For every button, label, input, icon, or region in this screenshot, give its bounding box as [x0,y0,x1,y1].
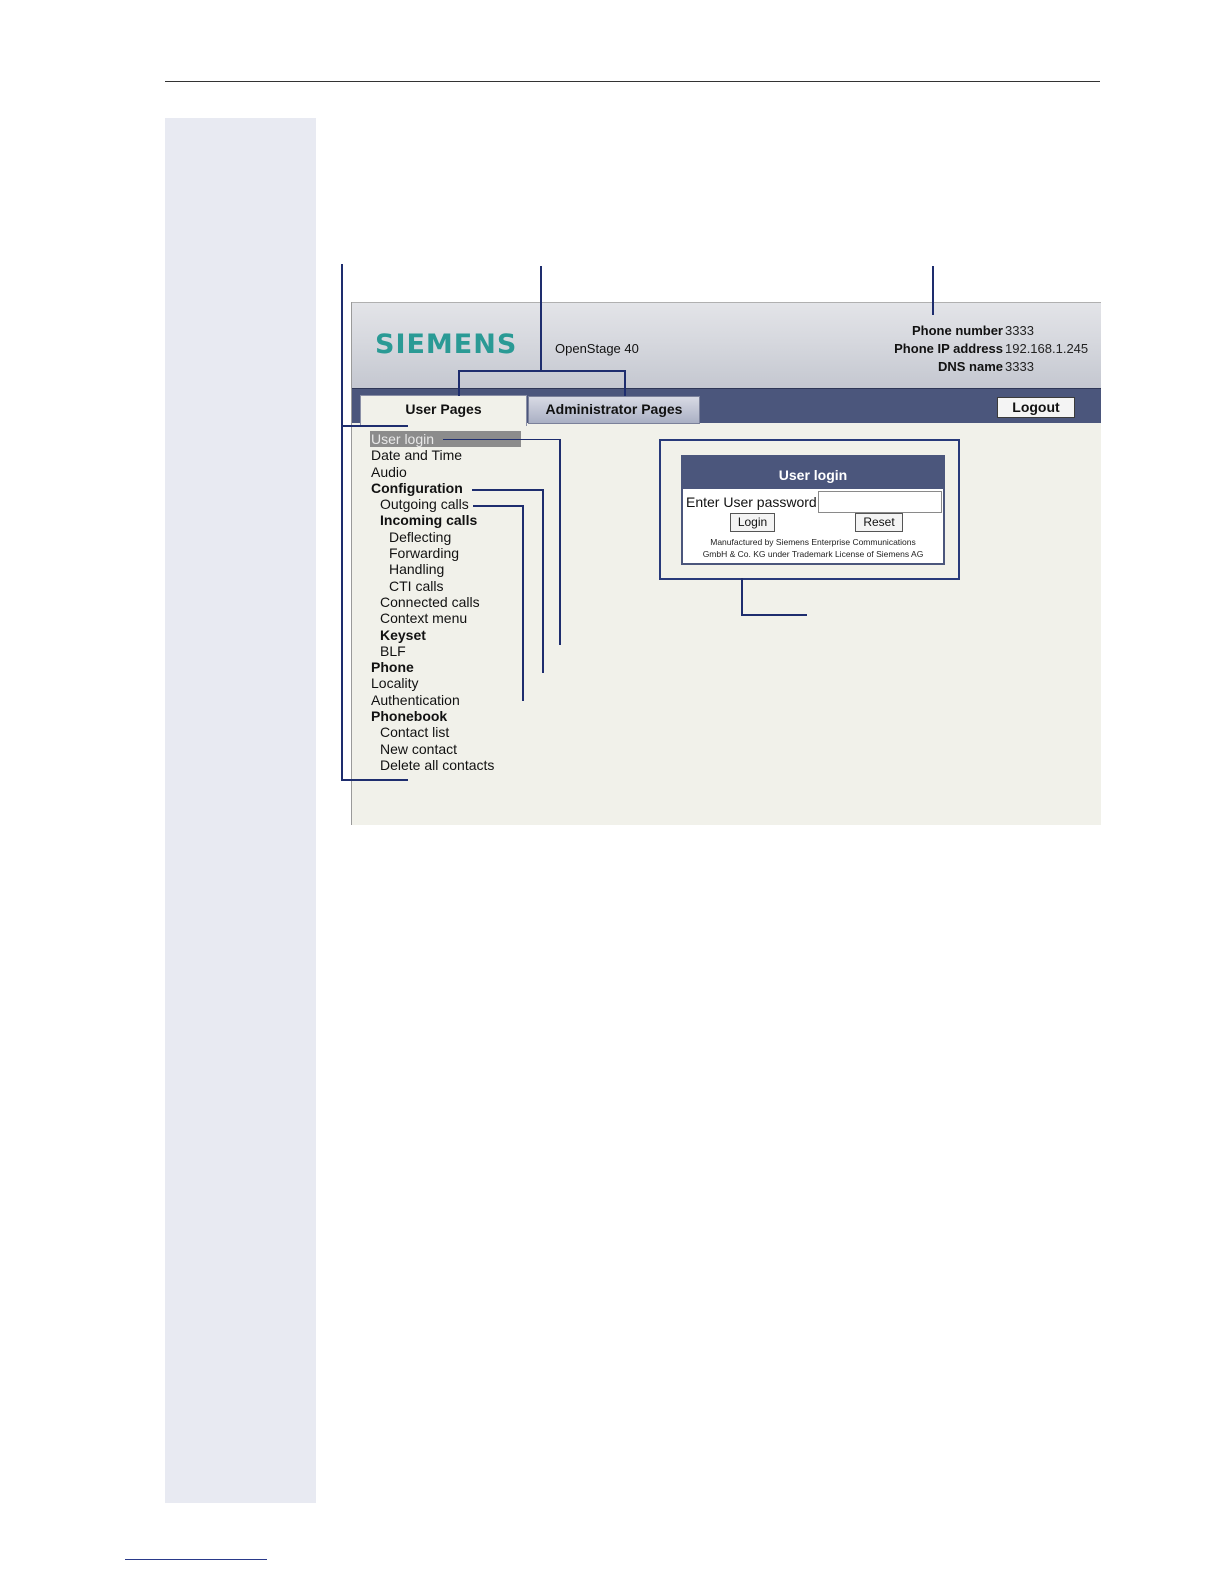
callout-line-outgoing-v [522,505,524,701]
dns-name-value: 3333 [1005,359,1034,374]
menu-item-blf[interactable]: BLF [380,642,406,659]
menu-item-phone[interactable]: Phone [371,659,414,676]
callout-line-dialog-v [741,578,743,616]
phone-model: OpenStage 40 [555,341,639,356]
tab-administrator-pages[interactable]: Administrator Pages [528,396,700,424]
callout-line-menu-bottom [341,779,408,781]
tab-user-pages[interactable]: User Pages [360,395,527,426]
callout-line-menu-top [341,425,408,427]
ip-address-row [894,340,1087,358]
callout-line-dialog-h [741,614,807,616]
user-login-dialog [681,455,945,565]
callout-line-menu-vertical [341,264,343,781]
phone-number-row [894,322,1087,340]
login-button[interactable]: Login [730,513,775,532]
menu-item-contact-list[interactable]: Contact list [380,724,450,741]
menu-item-outgoing-calls[interactable]: Outgoing calls [380,496,469,513]
callout-line-tabs-stem [540,266,542,372]
phone-info [894,322,1087,376]
menu-item-cti-calls[interactable]: CTI calls [389,577,444,594]
dns-name-label: DNS name [937,359,1003,374]
menu-item-keyset[interactable]: Keyset [380,626,426,643]
logout-button[interactable]: Logout [997,397,1075,418]
phone-number-value: 3333 [1005,323,1034,338]
header-bar [352,302,1101,389]
callout-line-config-v [542,489,544,673]
manufacturer-line-1: Manufactured by Siemens Enterprise Communications [710,537,916,547]
password-label: Enter User password [686,494,817,510]
manufacturer-notice [683,536,943,560]
menu-item-user-login[interactable]: User login [370,431,521,447]
manufacturer-line-2: GmbH & Co. KG under Trademark License of Siemens AG [702,549,924,559]
callout-line-phone-info [932,266,934,315]
menu-item-connected-calls[interactable]: Connected calls [380,593,480,610]
menu-item-handling[interactable]: Handling [389,561,445,578]
menu-item-context-menu[interactable]: Context menu [380,610,468,627]
password-input[interactable] [818,491,942,513]
menu-item-configuration[interactable]: Configuration [371,479,463,496]
menu-item-new-contact[interactable]: New contact [380,740,458,757]
login-callout-frame [659,439,960,580]
phone-number-label: Phone number [911,323,1003,338]
reset-button[interactable]: Reset [855,513,903,532]
callout-line-login-v [559,439,561,645]
callout-line-tabs-left [458,370,460,396]
login-title: User login [683,457,943,489]
top-rule [165,81,1100,82]
ip-address-value: 192.168.1.245 [1005,341,1089,356]
menu-item-deflecting[interactable]: Deflecting [389,528,452,545]
web-interface-screenshot [351,302,1101,825]
footer-link-rule [125,1559,267,1560]
callout-line-login-h [443,439,561,440]
callout-line-outgoing-h [473,505,524,507]
left-margin-band [165,118,316,1503]
menu-item-incoming-calls[interactable]: Incoming calls [380,512,478,529]
menu-item-locality[interactable]: Locality [371,675,419,692]
callout-line-tabs-right [624,370,626,396]
menu-item-delete-all-contacts[interactable]: Delete all contacts [380,756,495,773]
siemens-logo: SIEMENS [375,329,518,360]
menu-item-audio[interactable]: Audio [371,463,407,480]
menu-item-authentication[interactable]: Authentication [371,691,460,708]
menu-item-phonebook[interactable]: Phonebook [371,708,448,725]
callout-line-tabs-bar [458,370,626,372]
callout-line-config-h [472,489,544,491]
user-menu [371,431,521,773]
ip-address-label: Phone IP address [894,341,1003,356]
menu-item-forwarding[interactable]: Forwarding [389,545,460,562]
menu-item-date-and-time[interactable]: Date and Time [371,447,463,464]
tab-bar [352,388,1101,423]
password-row [686,491,942,513]
dns-name-row [894,358,1087,376]
